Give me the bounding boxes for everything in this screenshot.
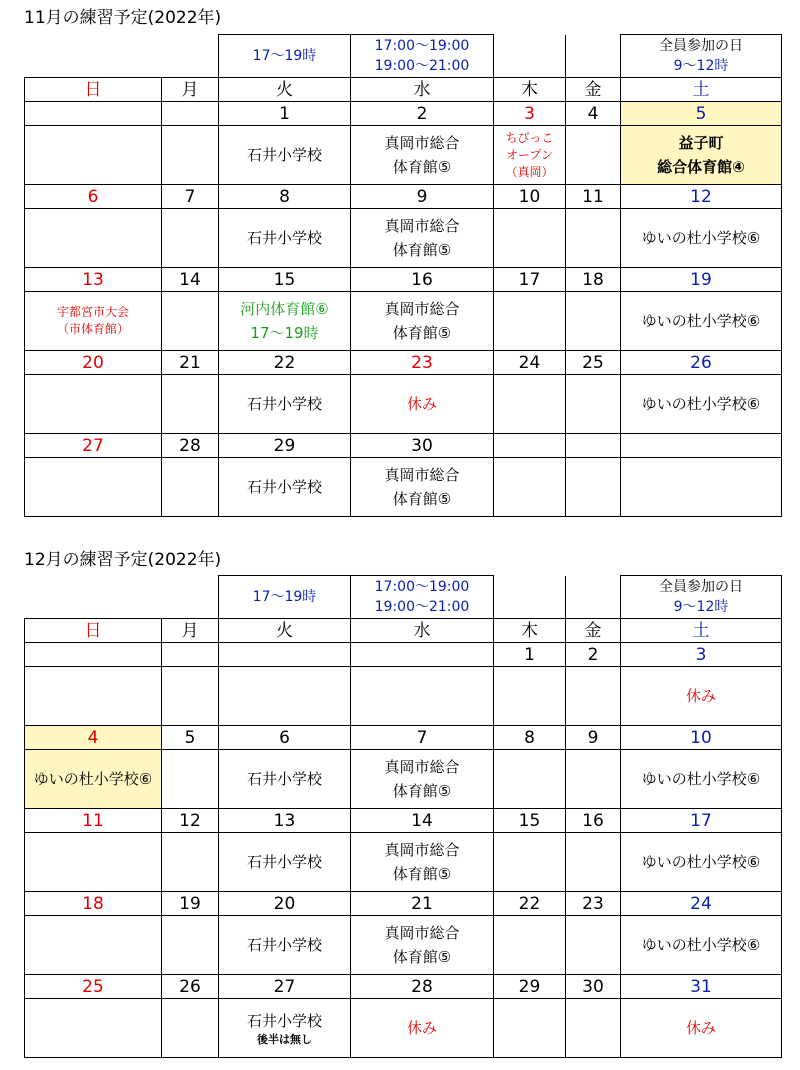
week-3-dates: 11 12 13 14 15 16 17	[25, 809, 782, 833]
week-4-dates: 18 19 20 21 22 23 24	[25, 892, 782, 916]
week-4-events: 石井小学校 休み ゆいの杜小学校⑥	[25, 375, 782, 434]
week-3-events: 宇都宮市大会 （市体育館） 河内体育館⑥ 17〜19時 真岡市総合 体育館⑤ ゆいの杜小学校⑥	[25, 292, 782, 351]
week-4-dates: 20 21 22 23 24 25 26	[25, 351, 782, 375]
week-2-events: ゆいの杜小学校⑥ 石井小学校 真岡市総合 体育館⑤ ゆいの杜小学校⑥	[25, 750, 782, 809]
week-2-dates: 4 5 6 7 8 9 10	[25, 726, 782, 750]
saturday-hours: 全員参加の日 9〜12時	[621, 576, 782, 619]
dow-mon: 月	[162, 619, 219, 643]
weekday-header	[25, 78, 782, 102]
tuesday-hours: 17〜19時	[219, 576, 351, 619]
week-1-events: 休み	[25, 667, 782, 726]
dow-sun: 日	[25, 78, 162, 102]
dow-thu: 木	[494, 619, 566, 643]
event-mashiko: 益子町 総合体育館④	[621, 126, 782, 185]
week-3-events: 石井小学校 真岡市総合 体育館⑤ ゆいの杜小学校⑥	[25, 833, 782, 892]
dow-mon: 月	[162, 78, 219, 102]
week-3-dates: 13 14 15 16 17 18 19	[25, 268, 782, 292]
december-title: 12月の練習予定(2022年)	[24, 550, 222, 570]
week-2-dates: 6 7 8 9 10 11 12	[25, 185, 782, 209]
note-no-second-half: 後半は無し	[257, 1033, 312, 1046]
dow-fri: 金	[566, 619, 621, 643]
november-title: 11月の練習予定(2022年)	[24, 8, 222, 28]
dow-thu: 木	[494, 78, 566, 102]
event-kawachi: 河内体育館⑥ 17〜19時	[219, 292, 351, 351]
week-5-events: 石井小学校 後半は無し 休み 休み	[25, 999, 782, 1058]
week-1-dates: 1 2 3	[25, 643, 782, 667]
dow-sat: 土	[621, 78, 782, 102]
week-5-events: 石井小学校 真岡市総合 体育館⑤	[25, 458, 782, 517]
event-utsunomiya: 宇都宮市大会 （市体育館）	[25, 292, 162, 351]
november-calendar	[24, 34, 782, 517]
week-4-events: 石井小学校 真岡市総合 体育館⑤ ゆいの杜小学校⑥	[25, 916, 782, 975]
wednesday-hours: 17:00〜19:00 19:00〜21:00	[351, 35, 494, 78]
weekday-header	[25, 619, 782, 643]
week-1-dates: 1 2 3 4 5	[25, 102, 782, 126]
dow-wed: 水	[351, 619, 494, 643]
week-5-dates: 25 26 27 28 29 30 31	[25, 975, 782, 999]
event-yuinomori-sunday: ゆいの杜小学校⑥	[25, 750, 162, 809]
tuesday-hours: 17〜19時	[219, 35, 351, 78]
saturday-hours: 全員参加の日 9〜12時	[621, 35, 782, 78]
dow-sat: 土	[621, 619, 782, 643]
week-1-events: 石井小学校 真岡市総合 体育館⑤ ちびっこ オープン （真岡） 益子町 総合体育館④	[25, 126, 782, 185]
week-2-events: 石井小学校 真岡市総合 体育館⑤ ゆいの杜小学校⑥	[25, 209, 782, 268]
dow-tue: 火	[219, 619, 351, 643]
event-chibikko: ちびっこ オープン （真岡）	[494, 126, 566, 185]
dow-fri: 金	[566, 78, 621, 102]
dow-wed: 水	[351, 78, 494, 102]
week-5-dates: 27 28 29 30	[25, 434, 782, 458]
wednesday-hours: 17:00〜19:00 19:00〜21:00	[351, 576, 494, 619]
december-calendar	[24, 575, 782, 1058]
dow-tue: 火	[219, 78, 351, 102]
dow-sun: 日	[25, 619, 162, 643]
